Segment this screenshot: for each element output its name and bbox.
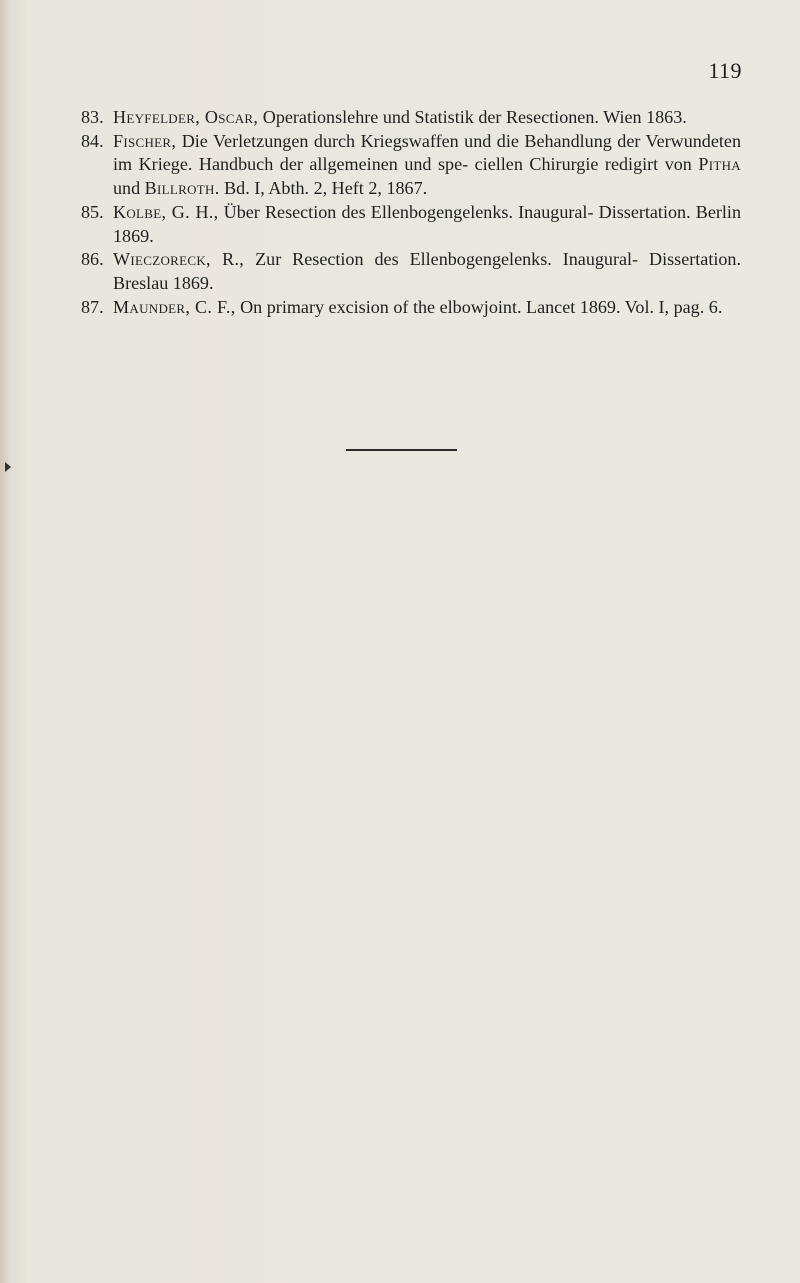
- reference-body: [113, 248, 741, 295]
- reference-author: Maunder, C. F.,: [113, 296, 236, 317]
- reference-author: Fischer,: [113, 130, 177, 151]
- reference-item-86: [81, 248, 741, 295]
- reference-text: Bd. I, Abth. 2, Heft 2, 1867.: [224, 178, 428, 199]
- reference-body: [113, 201, 741, 248]
- reference-author: Wieczoreck, R.,: [113, 249, 245, 270]
- reference-body: [113, 130, 741, 201]
- reference-number: 83.: [81, 107, 104, 127]
- page-number: 119: [708, 58, 742, 83]
- reference-item-87: [81, 296, 741, 320]
- reference-author: Kolbe, G. H.,: [113, 201, 219, 222]
- reference-editor: Billroth.: [144, 178, 220, 199]
- reference-number: 85.: [81, 201, 104, 222]
- reference-text: On primary excision of the elbowjoint. Lancet 1869. Vol. I, pag. 6.: [240, 296, 723, 317]
- reference-editor: Pitha: [698, 154, 741, 175]
- reference-item-85: [81, 201, 741, 248]
- reference-item-83: [81, 106, 741, 130]
- reference-number: 84.: [81, 130, 104, 151]
- reference-text: Über Resection des Ellenbogengelenks. Inaugural- Dissertation. Berlin 1869.: [113, 201, 741, 246]
- reference-author: Heyfelder, Oscar,: [113, 107, 259, 127]
- margin-arrow-icon: [5, 462, 11, 472]
- reference-conjunction: und: [113, 178, 141, 199]
- reference-body: [113, 106, 741, 130]
- reference-text: Operationslehre und Statistik der Resectionen. Wien 1863.: [262, 107, 687, 127]
- reference-list: [81, 106, 741, 319]
- reference-item-84: [81, 130, 741, 201]
- reference-text: Die Verletzungen durch Kriegswaffen und die Behandlung der Verwundeten im Kriege. Handbuch der allgemeinen und spe- ciellen Chirurgie redigirt von: [113, 130, 741, 175]
- reference-number: 86.: [81, 249, 104, 270]
- reference-number: 87.: [81, 296, 104, 317]
- reference-text: Zur Resection des Ellenbogengelenks. Inaugural- Dissertation. Breslau 1869.: [113, 249, 741, 293]
- reference-body: [113, 296, 741, 320]
- section-divider: [346, 449, 457, 451]
